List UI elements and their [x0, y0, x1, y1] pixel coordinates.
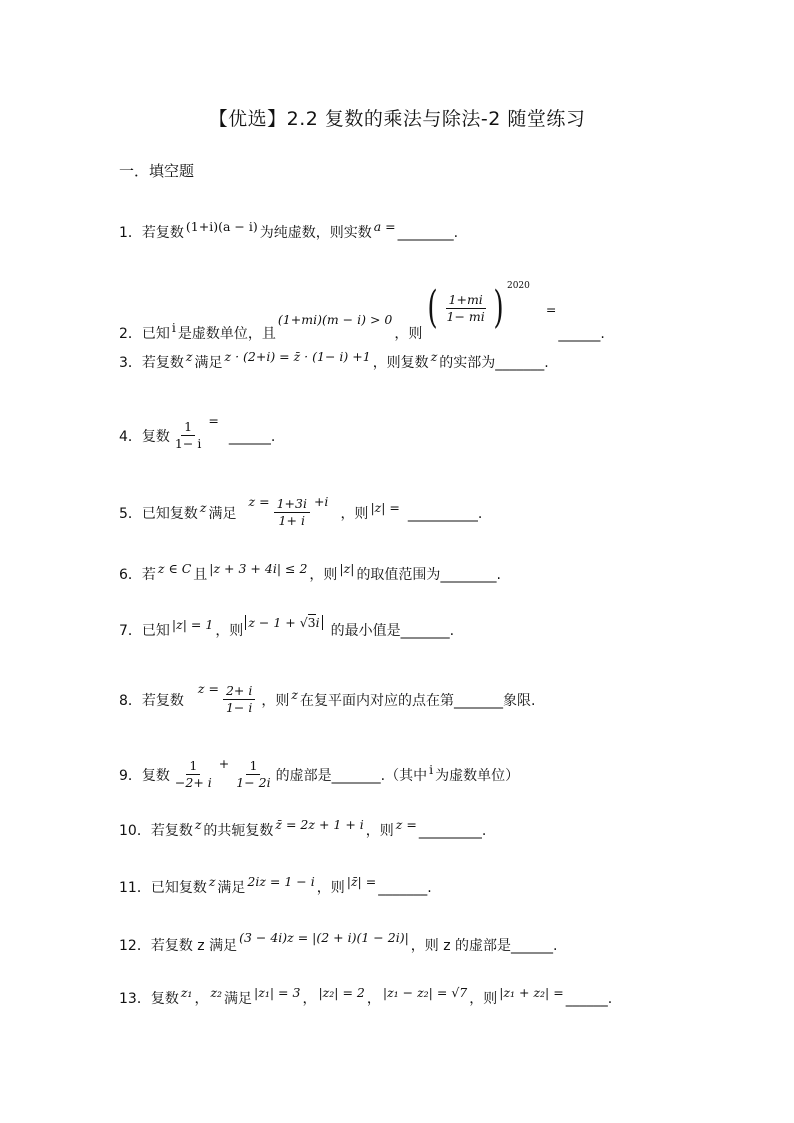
q1-formula-2: a = [373, 219, 396, 234]
q4-denominator: 1− i [174, 436, 202, 451]
q3-var-z: z [185, 349, 193, 364]
q4-fraction [172, 419, 204, 452]
q10-text: 10．若复数 [119, 823, 193, 839]
section-heading: 一．填空题 [119, 162, 195, 180]
q11-text-mid: 满足 [217, 880, 246, 896]
q8-var-z: z [291, 687, 298, 702]
q7-expression: z − 1 + √3i [245, 615, 322, 630]
q9-plus: + [218, 756, 230, 771]
q12-answer-blank: ______. [511, 938, 558, 954]
q11-var-z: z [208, 874, 216, 889]
question-5 [119, 494, 483, 539]
q5-lhs: z = [248, 494, 270, 509]
q3-text-mid2: ，则复数 [372, 355, 429, 371]
q10-var-z: z [194, 817, 202, 832]
q12-text-post: ，则 z 的虚部是 [410, 938, 512, 954]
q5-rhs: +i [313, 494, 329, 509]
q9-numerator-1: 1 [186, 758, 200, 775]
q6-text-post: 的取值范围为 [356, 567, 441, 583]
q13-sep-1: ， [194, 991, 209, 1007]
q5-denominator: 1+ i [278, 513, 305, 528]
q13-text-mid: 满足 [224, 991, 253, 1007]
q3-text-post: 的实部为 [439, 355, 496, 371]
q1-text: 1．若复数 [119, 225, 184, 241]
q9-answer-blank: _______. [331, 768, 386, 784]
q8-text-end: 象限. [502, 693, 536, 709]
q8-text: 8．若复数 [119, 693, 184, 709]
q8-numerator: 2+ i [223, 683, 255, 700]
q6-modulus: |z| [339, 561, 355, 576]
q1-formula: (1+i)(a − i) [185, 219, 258, 234]
q7-expr-i: i [315, 615, 320, 630]
q9-denominator-2: 1− 2i [236, 775, 271, 790]
q2-exponent: 2020 [506, 281, 530, 291]
q9-fraction-2 [233, 758, 273, 791]
q10-formula: z̄ = 2z + 1 + i [275, 817, 364, 832]
q8-denominator: 1− i [225, 700, 253, 715]
q13-cond-2: |z₂| = 2 [318, 985, 365, 1000]
q9-denominator-1: −2+ i [174, 775, 212, 790]
q7-condition: |z| = 1 [171, 617, 214, 632]
q8-lhs: z = [197, 681, 219, 696]
q5-numerator: 1+3i [274, 496, 310, 513]
q2-denominator: 1− mi [446, 308, 485, 324]
q1-text-mid: 为纯虚数，则实数 [259, 225, 372, 241]
q2-answer-blank: ______. [558, 326, 605, 342]
question-13 [119, 985, 613, 1008]
question-4 [119, 413, 276, 462]
q7-answer-blank: _______. [400, 623, 455, 639]
q11-modulus: |z̄| = [346, 874, 377, 889]
q7-expr-part: z − 1 + [248, 615, 300, 630]
q13-sep-3: ， [366, 991, 381, 1007]
q2-text-mid: 是虚数单位，且 [177, 326, 276, 342]
q7-text-mid: ，则 [215, 623, 244, 639]
q9-text: 9．复数 [119, 768, 170, 784]
question-12 [119, 930, 558, 955]
q9-fraction-1 [172, 758, 215, 791]
q9-note-end: 为虚数单位） [435, 768, 520, 784]
q5-text-then: ，则 [340, 506, 369, 522]
q5-text-mid: 满足 [208, 506, 237, 522]
q2-text: 2．已知 [119, 326, 170, 342]
question-8 [119, 681, 536, 726]
q9-note-start: （其中 [385, 768, 428, 784]
q8-answer-blank: _______ [453, 693, 503, 709]
q4-text: 4．复数 [119, 429, 170, 445]
q7-sqrt-radicand: 3 [307, 615, 316, 630]
q5-answer-blank: __________. [407, 506, 483, 522]
q11-text-then: ，则 [316, 880, 345, 896]
q6-text-then: ，则 [309, 567, 338, 583]
question-1 [119, 219, 459, 242]
q10-lhs: z = [395, 817, 417, 832]
q2-formula-condition: (1+mi)(m − i) > 0 [277, 312, 393, 327]
q4-numerator: 1 [181, 419, 195, 436]
q5-var-z: z [199, 500, 207, 515]
question-9 [119, 756, 520, 801]
q8-text-post: 在复平面内对应的点在第 [299, 693, 454, 709]
q12-formula: (3 − 4i)z = |(2 + i)(1 − 2i)| [239, 930, 409, 945]
q1-answer-blank: ________. [397, 225, 459, 241]
q3-text: 3．若复数 [119, 355, 184, 371]
q2-equals: = [545, 302, 557, 317]
q9-text-mid: 的虚部是 [275, 768, 332, 784]
q10-text-then: ，则 [365, 823, 394, 839]
q3-answer-blank: _______. [495, 355, 549, 371]
q11-formula: 2iz = 1 − i [247, 874, 315, 889]
question-2 [119, 281, 605, 346]
q11-text: 11．已知复数 [119, 880, 207, 896]
question-3 [119, 349, 549, 372]
q4-answer-blank: ______. [228, 429, 276, 445]
q2-text-then: ，则 [394, 326, 423, 342]
q5-fraction [274, 496, 310, 529]
q9-numerator-2: 1 [246, 758, 260, 775]
q3-var-z2: z [430, 349, 438, 364]
question-7 [119, 615, 455, 640]
q7-text: 7．已知 [119, 623, 170, 639]
q2-formula-i: i [171, 320, 176, 335]
q10-answer-blank: _________. [418, 823, 487, 839]
q9-var-i: i [429, 762, 434, 777]
question-10 [119, 817, 487, 840]
q6-answer-blank: ________. [440, 567, 501, 583]
q13-cond-1: |z₁| = 3 [254, 985, 301, 1000]
q13-cond-3: |z₁ − z₂| = √7 [382, 985, 468, 1000]
q8-fraction [223, 683, 255, 716]
question-6 [119, 561, 501, 584]
q13-var-z2: z₂ [210, 985, 223, 1000]
q6-text: 6．若 [119, 567, 156, 583]
q13-text: 13．复数 [119, 991, 179, 1007]
q13-sep-2: ， [302, 991, 317, 1007]
q13-var-z1: z₁ [180, 985, 193, 1000]
q6-formula: z ∈ C [157, 561, 192, 576]
q3-text-mid: 满足 [194, 355, 223, 371]
q6-condition: |z + 3 + 4i| ≤ 2 [209, 561, 308, 576]
q13-answer-blank: ______. [565, 991, 613, 1007]
page-title: 【优选】2.2 复数的乘法与除法-2 随堂练习 [208, 108, 586, 130]
question-11 [119, 874, 432, 897]
q13-target: |z₁ + z₂| = [499, 985, 564, 1000]
q8-text-then: ，则 [261, 693, 290, 709]
q13-text-then: ，则 [469, 991, 498, 1007]
q2-numerator: 1+mi [446, 292, 486, 309]
q4-equals: = [208, 413, 219, 428]
q7-text-post: 的最小值是 [330, 623, 401, 639]
q3-formula: z · (2+i) = z̄ · (1− i) +1 [224, 349, 371, 364]
q6-text-mid: 且 [193, 567, 208, 583]
q11-answer-blank: _______. [378, 880, 432, 896]
q5-modulus: |z| = [370, 500, 400, 515]
q5-text: 5．已知复数 [119, 506, 198, 522]
q10-text-mid: 的共轭复数 [203, 823, 274, 839]
q12-text: 12．若复数 z 满足 [119, 938, 238, 954]
q2-power-expression: ( $\frac{1+mi}{1- mi}$ ) 2020 [427, 281, 530, 333]
